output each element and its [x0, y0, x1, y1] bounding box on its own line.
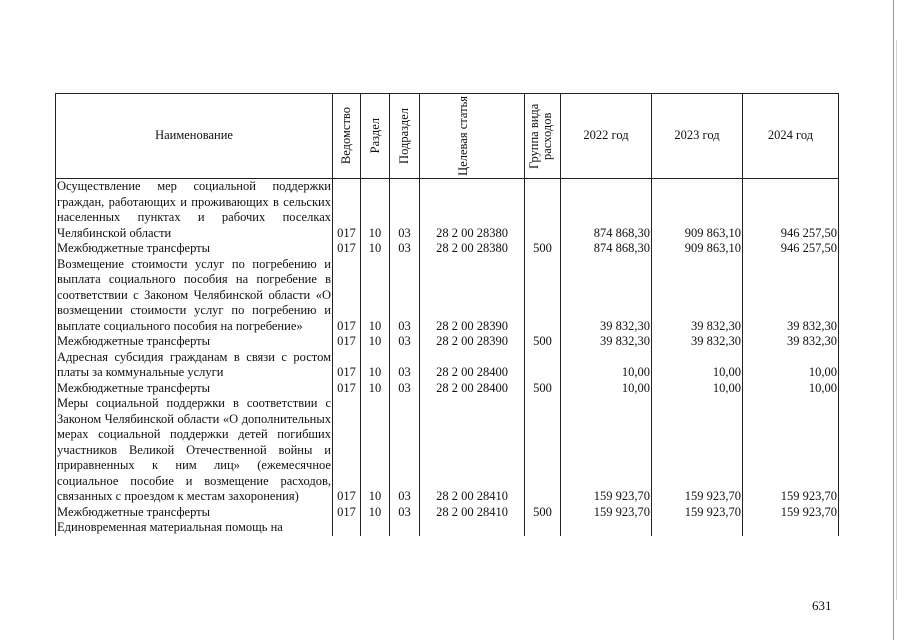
- cell-2022: 159 923,70: [561, 505, 652, 521]
- header-subsection-text: Подраздел: [397, 108, 411, 164]
- table-row: [56, 381, 839, 397]
- cell-expense-group: 500: [525, 334, 561, 350]
- header-subsection: [390, 94, 420, 179]
- table-row: [56, 179, 839, 242]
- cell-subsection: 03: [390, 241, 420, 257]
- cell-2022: 39 832,30: [561, 257, 652, 335]
- cell-subsection: 03: [390, 381, 420, 397]
- cell-target: [420, 520, 525, 536]
- cell-name: Межбюджетные трансферты: [56, 381, 333, 397]
- page-edge-line: [893, 0, 894, 640]
- table-row: [56, 505, 839, 521]
- cell-2024: 10,00: [743, 350, 839, 381]
- table-row: [56, 520, 839, 536]
- cell-section: 10: [361, 381, 390, 397]
- cell-target: 28 2 00 28410: [420, 505, 525, 521]
- header-target-text: Целевая статья: [456, 96, 470, 176]
- header-dept-text: Ведомство: [339, 107, 353, 165]
- table-body: [56, 179, 839, 536]
- cell-expense-group: 500: [525, 241, 561, 257]
- cell-expense-group: 500: [525, 381, 561, 397]
- cell-name: Меры социальной поддержки в соответствии с Законом Челябинской области «О дополнительных мерах социальной поддержки детей погибших участников Великой Отечественной войны и приравненных к ним лиц» (ежемесячное социальное пособие и возмещение расходов, связанных с проездом к местам захоронения): [57, 396, 331, 503]
- cell-subsection: 03: [390, 505, 420, 521]
- cell-section: 10: [361, 241, 390, 257]
- cell-expense-group: [525, 350, 561, 381]
- cell-2024: 159 923,70: [743, 396, 839, 505]
- cell-2024: 159 923,70: [743, 505, 839, 521]
- cell-dept: 017: [333, 396, 361, 505]
- cell-dept: 017: [333, 334, 361, 350]
- cell-dept: 017: [333, 257, 361, 335]
- cell-dept: 017: [333, 241, 361, 257]
- cell-subsection: 03: [390, 396, 420, 505]
- cell-section: [361, 520, 390, 536]
- cell-section: 10: [361, 396, 390, 505]
- header-dept: [333, 94, 361, 179]
- cell-dept: [333, 520, 361, 536]
- header-2022: 2022 год: [561, 94, 652, 179]
- cell-2022: [561, 520, 652, 536]
- header-target: [420, 94, 525, 179]
- cell-dept: 017: [333, 350, 361, 381]
- cell-name: Осуществление мер социальной поддержки граждан, работающих и проживающих в сельских населенных пунктах и рабочих поселках Челябинской области: [57, 179, 331, 240]
- cell-subsection: 03: [390, 257, 420, 335]
- cell-2023: 159 923,70: [652, 505, 743, 521]
- cell-2024: 39 832,30: [743, 257, 839, 335]
- cell-expense-group: 500: [525, 505, 561, 521]
- cell-2022: 10,00: [561, 381, 652, 397]
- budget-table: [55, 93, 839, 536]
- cell-dept: 017: [333, 505, 361, 521]
- table-row: [56, 257, 839, 335]
- cell-2024: 946 257,50: [743, 241, 839, 257]
- cell-target: 28 2 00 28400: [420, 350, 525, 381]
- header-2023: 2023 год: [652, 94, 743, 179]
- cell-name: Адресная субсидия гражданам в связи с ростом платы за коммунальные услуги: [57, 349, 331, 379]
- cell-2022: 159 923,70: [561, 396, 652, 505]
- cell-section: 10: [361, 257, 390, 335]
- cell-expense-group: [525, 179, 561, 242]
- cell-target: 28 2 00 28410: [420, 396, 525, 505]
- cell-2023: 10,00: [652, 381, 743, 397]
- cell-2023: 909 863,10: [652, 179, 743, 242]
- cell-section: 10: [361, 334, 390, 350]
- cell-2023: 10,00: [652, 350, 743, 381]
- cell-2024: 39 832,30: [743, 334, 839, 350]
- cell-2024: [743, 520, 839, 536]
- cell-subsection: 03: [390, 334, 420, 350]
- cell-2022: 10,00: [561, 350, 652, 381]
- cell-2024: 946 257,50: [743, 179, 839, 242]
- table-row: [56, 396, 839, 505]
- cell-target: 28 2 00 28380: [420, 241, 525, 257]
- cell-2023: 159 923,70: [652, 396, 743, 505]
- cell-2023: 909 863,10: [652, 241, 743, 257]
- cell-2023: 39 832,30: [652, 257, 743, 335]
- cell-section: 10: [361, 179, 390, 242]
- cell-target: 28 2 00 28400: [420, 381, 525, 397]
- cell-name: Межбюджетные трансферты: [56, 505, 333, 521]
- header-expense-group-text: Группа вида расходов: [526, 103, 554, 169]
- cell-2022: 874 868,30: [561, 179, 652, 242]
- cell-target: 28 2 00 28390: [420, 257, 525, 335]
- cell-expense-group: [525, 396, 561, 505]
- cell-2023: [652, 520, 743, 536]
- cell-expense-group: [525, 520, 561, 536]
- table-row: [56, 350, 839, 381]
- table-header-row: [56, 94, 839, 179]
- cell-dept: 017: [333, 179, 361, 242]
- header-section: [361, 94, 390, 179]
- table-row: [56, 241, 839, 257]
- header-expense-group: [525, 94, 561, 179]
- cell-dept: 017: [333, 381, 361, 397]
- header-name: Наименование: [56, 94, 333, 179]
- cell-target: 28 2 00 28380: [420, 179, 525, 242]
- table-row: [56, 334, 839, 350]
- cell-2024: 10,00: [743, 381, 839, 397]
- cell-target: 28 2 00 28390: [420, 334, 525, 350]
- cell-2023: 39 832,30: [652, 334, 743, 350]
- cell-section: 10: [361, 505, 390, 521]
- cell-name: Межбюджетные трансферты: [56, 334, 333, 350]
- cell-name: Единовременная материальная помощь на: [56, 520, 333, 536]
- header-section-text: Раздел: [367, 118, 382, 154]
- cell-subsection: [390, 520, 420, 536]
- cell-subsection: 03: [390, 179, 420, 242]
- cell-section: 10: [361, 350, 390, 381]
- cell-name: Возмещение стоимости услуг по погребению и выплата социального пособия на погребение в соответствии с Законом Челябинской области «О возмещении стоимости услуг по погребению и выплате социального пособия на погребение»: [57, 256, 331, 333]
- header-2024: 2024 год: [743, 94, 839, 179]
- cell-name: Межбюджетные трансферты: [56, 241, 333, 257]
- cell-subsection: 03: [390, 350, 420, 381]
- page-edge-shadow: [896, 40, 897, 600]
- cell-2022: 874 868,30: [561, 241, 652, 257]
- cell-expense-group: [525, 257, 561, 335]
- page-number: 631: [812, 598, 832, 613]
- cell-2022: 39 832,30: [561, 334, 652, 350]
